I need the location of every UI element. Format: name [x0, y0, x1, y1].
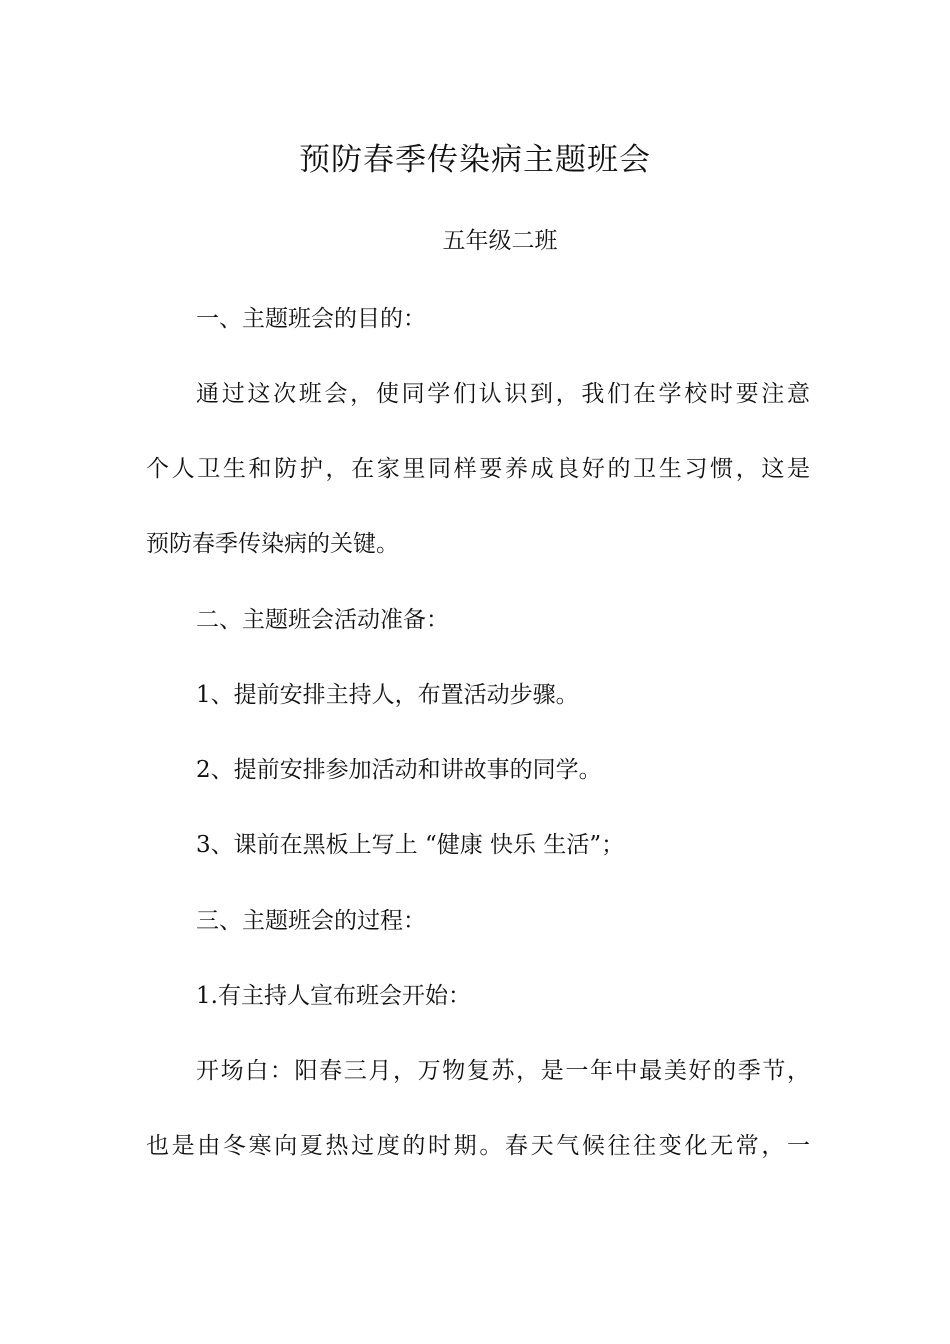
list-item: 1.有主持人宣布班会开始：	[196, 983, 471, 1009]
section-heading-preparation: 二、主题班会活动准备：	[196, 607, 449, 633]
paragraph-line: 也是由冬寒向夏热过度的时期。春天气候往往变化无常，一	[146, 1133, 810, 1159]
document-title: 预防春季传染病主题班会	[299, 142, 651, 178]
list-item: 2、提前安排参加活动和讲故事的同学。	[196, 757, 602, 783]
section-heading-purpose: 一、主题班会的目的：	[196, 306, 426, 332]
paragraph-line: 开场白：阳春三月，万物复苏，是一年中最美好的季节，	[196, 1058, 810, 1084]
paragraph-line: 个人卫生和防护，在家里同样要养成良好的卫生习惯，这是	[146, 456, 810, 482]
list-item: 1、提前安排主持人，布置活动步骤。	[196, 682, 579, 708]
paragraph-line: 预防春季传染病的关键。	[146, 531, 399, 557]
document-subtitle: 五年级二班	[442, 228, 558, 254]
list-item: 3、课前在黑板上写上 “健康 快乐 生活”；	[196, 832, 625, 858]
paragraph-line: 通过这次班会，使同学们认识到，我们在学校时要注意	[196, 381, 810, 407]
section-heading-process: 三、主题班会的过程：	[196, 908, 426, 934]
